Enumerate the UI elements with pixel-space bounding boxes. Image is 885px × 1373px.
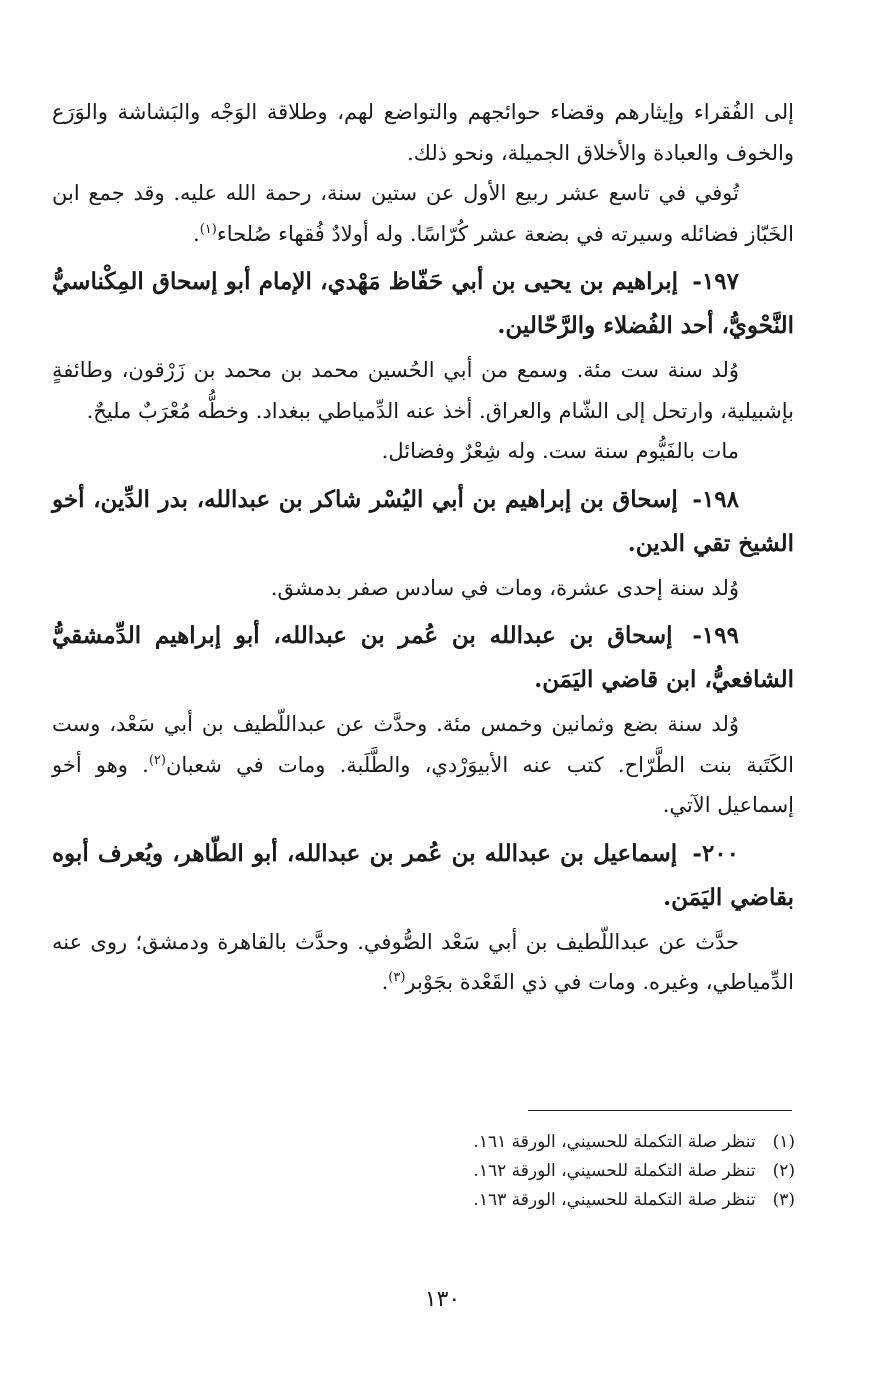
footnote-ref-1[interactable]: (١) bbox=[199, 221, 217, 237]
footnote-marker: (٢) bbox=[772, 1161, 795, 1181]
paragraph-entry-199-body bbox=[52, 704, 794, 826]
paragraph-end: . bbox=[193, 221, 200, 246]
entry-heading-198 bbox=[52, 478, 794, 566]
footnote-marker: (١) bbox=[772, 1132, 795, 1152]
paragraph-entry-200-body bbox=[52, 922, 794, 1003]
page-number: ١٣٠ bbox=[424, 1287, 461, 1312]
entry-heading-197 bbox=[52, 260, 794, 348]
paragraph-entry-198-body: وُلد سنة إحدى عشرة، ومات في سادس صفر بدمشق. bbox=[270, 575, 739, 600]
footnote-1 bbox=[95, 1128, 795, 1157]
footnote-text: تنظر صلة التكملة للحسيني، الورقة ١٦٣. bbox=[473, 1190, 756, 1210]
footnote-text: تنظر صلة التكملة للحسيني، الورقة ١٦١. bbox=[473, 1132, 756, 1152]
paragraph-text: وُلد سنة بضع وثمانين وخمس مئة. وحدَّث عن عبداللّطيف بن أبي سَعْد، وست الكَتَبة بنت الطَّرّاح. كتب عنه الأبيوَرْدي، والطَّلَبة. ومات في شعبان bbox=[52, 712, 794, 777]
paragraph-entry-197-body: وُلد سنة ست مئة. وسمع من أبي الحُسين محمد بن محمد بن زَرْقون، وطائفةٍ بإشبيلية، وارتحل إلى الشّام والعراق. أخذ عنه الدِّمياطي ببغداد. وخطُّه مُعْرَبٌ مليحٌ. bbox=[52, 358, 794, 423]
entry-title: إسحاق بن إبراهيم بن أبي اليُسْر شاكر بن عبدالله، بدر الدِّين، أخو الشيخ تقي الدين. bbox=[52, 485, 794, 557]
footnote-ref-2[interactable]: (٢) bbox=[148, 752, 166, 768]
footnotes bbox=[95, 1128, 795, 1215]
page-body bbox=[52, 92, 794, 1003]
entry-heading-199 bbox=[52, 614, 794, 702]
entry-number: ٢٠٠- bbox=[692, 839, 739, 867]
entry-number: ١٩٨- bbox=[692, 485, 739, 513]
footnote-ref-3[interactable]: (٣) bbox=[388, 970, 406, 985]
entry-title: إبراهيم بن يحيى بن أبي حَفّاظ مَهْدي، الإمام أبو إسحاق المِكْناسيُّ النَّحْويُّ، أحد الفُضلاء والرَّحّالين. bbox=[52, 268, 794, 339]
entry-heading-200 bbox=[52, 832, 794, 920]
paragraph-text: تُوفي في تاسع عشر ربيع الأول عن ستين سنة، رحمة الله عليه. وقد جمع ابن الخَبّاز فضائله وسيرته في بضعة عشر كُرّاسًا. وله أولادٌ فُقهاء صُلحاء bbox=[52, 181, 794, 246]
entry-title: إسحاق بن عبدالله بن عُمر بن عبدالله، أبو إبراهيم الدِّمشقيُّ الشافعيُّ، ابن قاضي اليَمَن. bbox=[52, 622, 794, 693]
entry-title: إسماعيل بن عبدالله بن عُمر بن عبدالله، أبو الطّاهر، ويُعرف أبوه بقاضي اليَمَن. bbox=[52, 839, 794, 911]
paragraph-continuation: إلى الفُقراء وإيثارهم وقضاء حوائجهم والتواضع لهم، وطلاقة الوَجْه والبَشاشة والوَرَع والخوف والعبادة والأخلاق الجميلة، ونحو ذلك. bbox=[52, 100, 794, 165]
paragraph-text: حدَّث عن عبداللّطيف بن أبي سَعْد الصُّوفي. وحدَّث بالقاهرة ودمشق؛ روى عنه الدِّمياطي، وغيره. ومات في ذي القَعْدة بجَوْبر bbox=[52, 929, 794, 994]
entry-number: ١٩٧- bbox=[692, 268, 739, 295]
footnote-marker: (٣) bbox=[772, 1190, 795, 1210]
footnote-3 bbox=[95, 1186, 795, 1215]
footnote-2 bbox=[95, 1157, 795, 1186]
paragraph-death-notice bbox=[52, 173, 794, 254]
entry-number: ١٩٩- bbox=[692, 622, 739, 649]
footnote-divider bbox=[528, 1110, 792, 1111]
paragraph-end: . وهو أخو إسماعيل الآتي. bbox=[52, 752, 794, 817]
paragraph-entry-197-death: مات بالفَيُّوم سنة ست. وله شِعْرٌ وفضائل. bbox=[381, 439, 739, 463]
paragraph-end: . bbox=[381, 970, 389, 994]
footnote-text: تنظر صلة التكملة للحسيني، الورقة ١٦٢. bbox=[473, 1161, 756, 1181]
